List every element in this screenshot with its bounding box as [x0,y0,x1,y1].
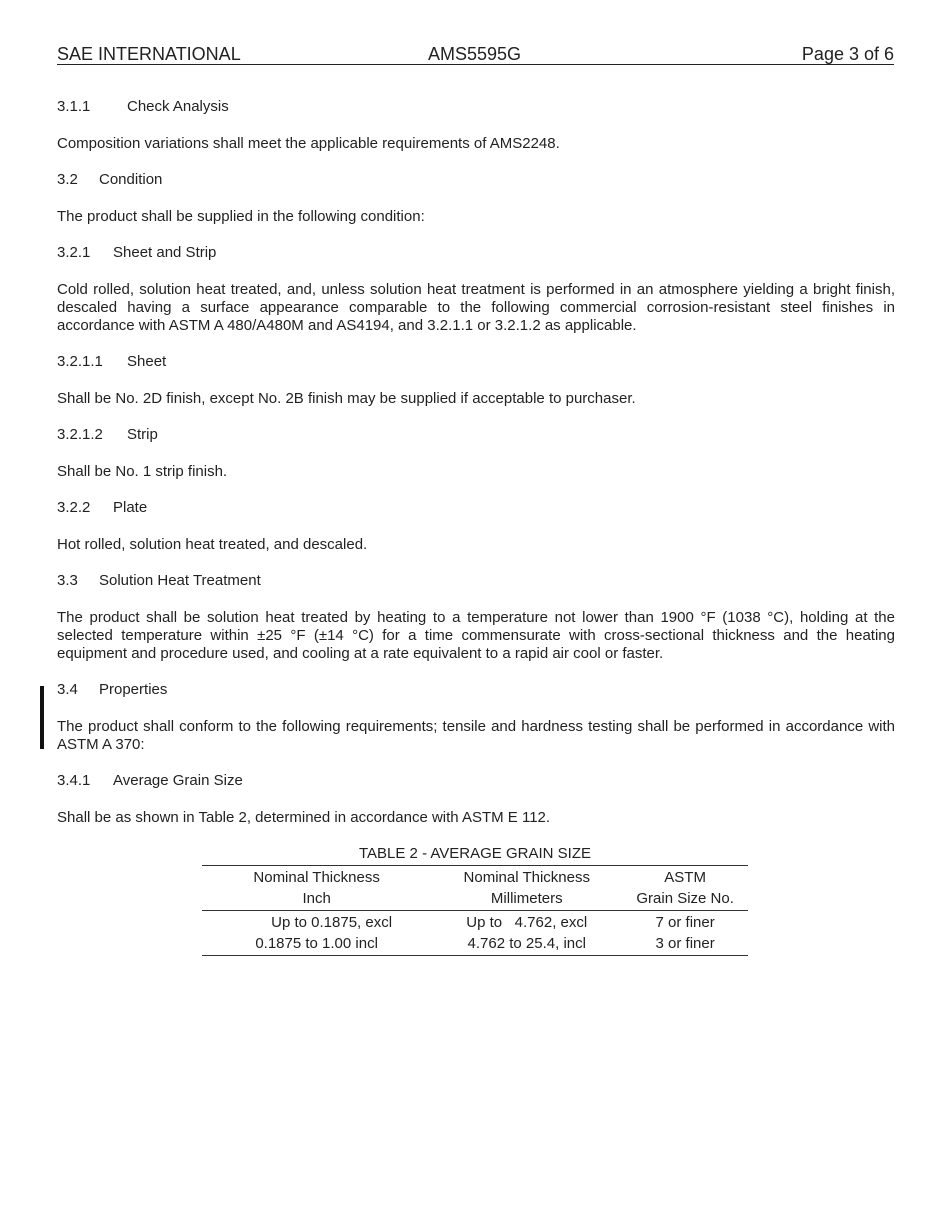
paragraph: Shall be No. 1 strip finish. [57,462,228,480]
header-thickness-mm: Nominal Thickness [431,866,622,889]
page-header [57,44,894,65]
section-number: 3.4 [57,681,78,698]
table-cell: Up to 0.1875, excl [271,914,393,931]
paragraph: Composition variations shall meet the applicable requirements of AMS2248. [57,134,560,152]
document-body [57,98,895,956]
section-number: 3.2.1.2 [57,426,103,443]
header-page-number: Page 3 of 6 [801,44,894,64]
section-number: 3.4.1 [57,772,91,789]
table-cell: Up to 4.762, excl [466,914,588,931]
header-document-number: AMS5595G [428,44,522,64]
grain-size-table [202,865,748,956]
section-heading-3-2-2 [57,499,895,517]
paragraph: Shall be No. 2D finish, except No. 2B finish may be supplied if acceptable to purchaser. [57,389,636,407]
section-title: Check Analysis [127,98,229,115]
table-cell: 4.762 to 25.4, incl [431,933,622,956]
header-grain-size-no: Grain Size No. [622,888,748,911]
section-heading-3-4 [57,681,895,699]
header-unit-mm: Millimeters [431,888,622,911]
table-header-row [202,888,748,911]
header-astm: ASTM [622,866,748,889]
section-heading-3-2-1-2 [57,426,895,444]
section-title: Sheet and Strip [113,244,217,261]
table-cell: 3 or finer [622,933,748,956]
section-heading-3-4-1 [57,772,895,790]
paragraph: The product shall be supplied in the following condition: [57,207,425,225]
table-row [202,911,748,934]
section-number: 3.2.2 [57,499,91,516]
paragraph: The product shall conform to the following requirements; tensile and hardness testing shall be performed in accordance with ASTM A 370: [57,717,895,753]
section-heading-3-3 [57,572,895,590]
section-heading-3-1-1 [57,98,895,116]
table-cell: 0.1875 to 1.00 incl [202,933,431,956]
paragraph: The product shall be solution heat treated by heating to a temperature not lower than 1900 °F (1038 °C), holding at the selected temperature within ±25 °F (±14 °C) for a time commensurate with cross-sectional thickness and the heating equipment and procedure used, and cooling at a rate equivalent to a rapid air cool or faster. [57,608,895,662]
revision-change-bar [40,686,44,749]
paragraph: Cold rolled, solution heat treated, and, unless solution heat treatment is performed in an atmosphere yielding a bright finish, descaled having a surface appearance comparable to the following commercial corrosion-resistant steel finishes in accordance with ASTM A 480/A480M and AS4194, and 3.2.1.1 or 3.2.1.2 as applicable. [57,280,895,334]
section-number: 3.2 [57,171,78,188]
section-heading-3-2-1 [57,244,895,262]
section-title: Sheet [127,353,167,370]
section-title: Average Grain Size [113,772,243,789]
section-title: Strip [127,426,158,443]
section-title: Condition [99,171,163,188]
header-organization: SAE INTERNATIONAL [57,44,241,64]
section-number: 3.3 [57,572,78,589]
section-number: 3.2.1.1 [57,353,103,370]
section-title: Solution Heat Treatment [99,572,261,589]
section-heading-3-2-1-1 [57,353,895,371]
section-number: 3.1.1 [57,98,91,115]
section-heading-3-2 [57,171,895,189]
table-row [202,933,748,956]
table-cell: 7 or finer [655,914,715,931]
header-thickness-inch: Nominal Thickness [202,866,431,889]
section-title: Plate [113,499,148,516]
paragraph: Hot rolled, solution heat treated, and descaled. [57,535,368,553]
table-caption: TABLE 2 - AVERAGE GRAIN SIZE [358,845,591,862]
table-header-row [202,866,748,889]
grain-size-table-block [202,845,748,956]
header-unit-inch: Inch [202,888,431,911]
section-title: Properties [99,681,168,698]
paragraph: Shall be as shown in Table 2, determined in accordance with ASTM E 112. [57,808,551,826]
section-number: 3.2.1 [57,244,91,261]
